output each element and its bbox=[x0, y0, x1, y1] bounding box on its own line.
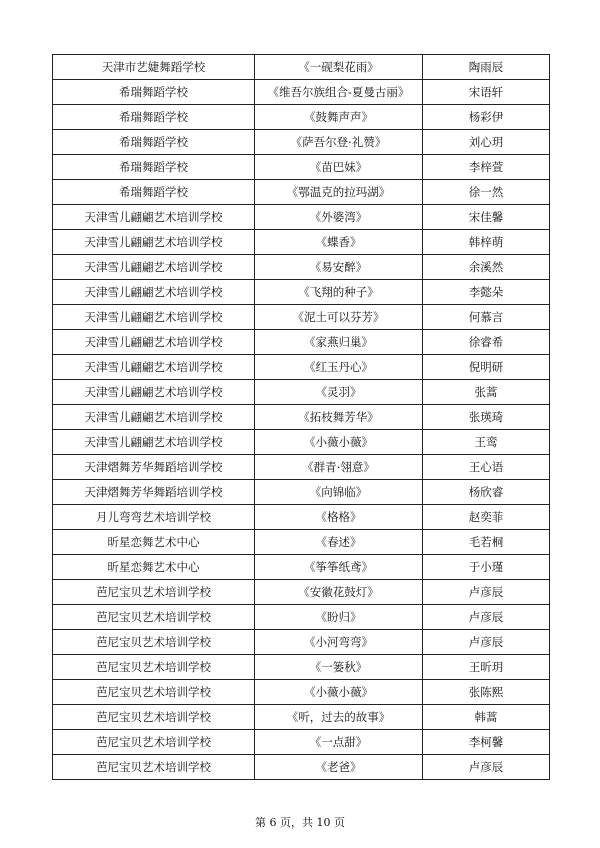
performer-name-cell: 余溪然 bbox=[423, 255, 550, 280]
performer-name-cell: 王昕玥 bbox=[423, 655, 550, 680]
table-row bbox=[53, 130, 550, 155]
school-cell: 天津雪儿翩翩艺术培训学校 bbox=[53, 305, 255, 330]
school-cell: 芭尼宝贝艺术培训学校 bbox=[53, 655, 255, 680]
work-title-cell: 《小薇小薇》 bbox=[255, 680, 423, 705]
work-title-cell: 《飞翔的种子》 bbox=[255, 280, 423, 305]
table-row bbox=[53, 455, 550, 480]
school-cell: 天津熠舞芳华舞蹈培训学校 bbox=[53, 480, 255, 505]
school-cell: 天津雪儿翩翩艺术培训学校 bbox=[53, 380, 255, 405]
table-row bbox=[53, 655, 550, 680]
performer-name-cell: 卢彦辰 bbox=[423, 605, 550, 630]
school-cell: 昕星恋舞艺术中心 bbox=[53, 530, 255, 555]
school-cell: 月儿弯弯艺术培训学校 bbox=[53, 505, 255, 530]
table-row bbox=[53, 230, 550, 255]
performer-name-cell: 徐睿希 bbox=[423, 330, 550, 355]
school-cell: 天津雪儿翩翩艺术培训学校 bbox=[53, 255, 255, 280]
work-title-cell: 《泥土可以芬芳》 bbox=[255, 305, 423, 330]
table-row bbox=[53, 105, 550, 130]
school-cell: 天津雪儿翩翩艺术培训学校 bbox=[53, 355, 255, 380]
work-title-cell: 《老爸》 bbox=[255, 755, 423, 780]
table-row bbox=[53, 380, 550, 405]
performer-name-cell: 宋佳馨 bbox=[423, 205, 550, 230]
table-row bbox=[53, 680, 550, 705]
performer-name-cell: 李梓萱 bbox=[423, 155, 550, 180]
school-cell: 天津市艺婕舞蹈学校 bbox=[53, 55, 255, 80]
performer-name-cell: 杨彩伊 bbox=[423, 105, 550, 130]
roster-table-body bbox=[53, 55, 550, 780]
roster-table bbox=[52, 54, 550, 780]
table-row bbox=[53, 405, 550, 430]
performer-name-cell: 赵奕菲 bbox=[423, 505, 550, 530]
school-cell: 希瑞舞蹈学校 bbox=[53, 180, 255, 205]
performer-name-cell: 宋语轩 bbox=[423, 80, 550, 105]
table-row bbox=[53, 355, 550, 380]
table-row bbox=[53, 280, 550, 305]
performer-name-cell: 韩梓萌 bbox=[423, 230, 550, 255]
performer-name-cell: 于小瑾 bbox=[423, 555, 550, 580]
work-title-cell: 《蝶香》 bbox=[255, 230, 423, 255]
work-title-cell: 《格格》 bbox=[255, 505, 423, 530]
school-cell: 天津雪儿翩翩艺术培训学校 bbox=[53, 230, 255, 255]
work-title-cell: 《家燕归巢》 bbox=[255, 330, 423, 355]
performer-name-cell: 王心语 bbox=[423, 455, 550, 480]
school-cell: 天津熠舞芳华舞蹈培训学校 bbox=[53, 455, 255, 480]
performer-name-cell: 陶雨辰 bbox=[423, 55, 550, 80]
work-title-cell: 《鼓舞声声》 bbox=[255, 105, 423, 130]
work-title-cell: 《群青·翎意》 bbox=[255, 455, 423, 480]
work-title-cell: 《红玉丹心》 bbox=[255, 355, 423, 380]
performer-name-cell: 张陈熙 bbox=[423, 680, 550, 705]
school-cell: 芭尼宝贝艺术培训学校 bbox=[53, 755, 255, 780]
table-row bbox=[53, 580, 550, 605]
performer-name-cell: 徐一然 bbox=[423, 180, 550, 205]
performer-name-cell: 刘心玥 bbox=[423, 130, 550, 155]
work-title-cell: 《外婆湾》 bbox=[255, 205, 423, 230]
table-row bbox=[53, 430, 550, 455]
work-title-cell: 《鄂温克的拉玛湖》 bbox=[255, 180, 423, 205]
table-row bbox=[53, 80, 550, 105]
table-row bbox=[53, 180, 550, 205]
performer-name-cell: 韩蒿 bbox=[423, 705, 550, 730]
school-cell: 希瑞舞蹈学校 bbox=[53, 105, 255, 130]
work-title-cell: 《拓枝舞芳华》 bbox=[255, 405, 423, 430]
performer-name-cell: 何慕言 bbox=[423, 305, 550, 330]
school-cell: 天津雪儿翩翩艺术培训学校 bbox=[53, 205, 255, 230]
table-row bbox=[53, 305, 550, 330]
work-title-cell: 《安徽花鼓灯》 bbox=[255, 580, 423, 605]
performer-name-cell: 张蒿 bbox=[423, 380, 550, 405]
work-title-cell: 《小薇小薇》 bbox=[255, 430, 423, 455]
school-cell: 天津雪儿翩翩艺术培训学校 bbox=[53, 280, 255, 305]
performer-name-cell: 倪明研 bbox=[423, 355, 550, 380]
work-title-cell: 《维吾尔族组合-夏曼古丽》 bbox=[255, 80, 423, 105]
table-row bbox=[53, 155, 550, 180]
performer-name-cell: 杨欣睿 bbox=[423, 480, 550, 505]
performer-name-cell: 卢彦辰 bbox=[423, 630, 550, 655]
performer-name-cell: 卢彦辰 bbox=[423, 755, 550, 780]
work-title-cell: 《听，过去的故事》 bbox=[255, 705, 423, 730]
performer-name-cell: 李懿朵 bbox=[423, 280, 550, 305]
table-row bbox=[53, 530, 550, 555]
table-row bbox=[53, 705, 550, 730]
table-row bbox=[53, 630, 550, 655]
performer-name-cell: 李柯馨 bbox=[423, 730, 550, 755]
work-title-cell: 《向锦临》 bbox=[255, 480, 423, 505]
school-cell: 希瑞舞蹈学校 bbox=[53, 155, 255, 180]
table-row bbox=[53, 255, 550, 280]
school-cell: 芭尼宝贝艺术培训学校 bbox=[53, 630, 255, 655]
table-row bbox=[53, 555, 550, 580]
school-cell: 芭尼宝贝艺术培训学校 bbox=[53, 730, 255, 755]
work-title-cell: 《灵羽》 bbox=[255, 380, 423, 405]
performer-name-cell: 毛若桐 bbox=[423, 530, 550, 555]
table-row bbox=[53, 605, 550, 630]
school-cell: 芭尼宝贝艺术培训学校 bbox=[53, 580, 255, 605]
table-row bbox=[53, 730, 550, 755]
work-title-cell: 《一点甜》 bbox=[255, 730, 423, 755]
work-title-cell: 《萨吾尔登·礼赞》 bbox=[255, 130, 423, 155]
school-cell: 天津雪儿翩翩艺术培训学校 bbox=[53, 405, 255, 430]
table-row bbox=[53, 505, 550, 530]
table-row bbox=[53, 205, 550, 230]
page-footer: 第 6 页，共 10 页 bbox=[255, 816, 345, 829]
school-cell: 希瑞舞蹈学校 bbox=[53, 130, 255, 155]
school-cell: 天津雪儿翩翩艺术培训学校 bbox=[53, 330, 255, 355]
school-cell: 芭尼宝贝艺术培训学校 bbox=[53, 605, 255, 630]
school-cell: 芭尼宝贝艺术培训学校 bbox=[53, 705, 255, 730]
work-title-cell: 《一砚梨花雨》 bbox=[255, 55, 423, 80]
work-title-cell: 《易安醉》 bbox=[255, 255, 423, 280]
work-title-cell: 《盼归》 bbox=[255, 605, 423, 630]
work-title-cell: 《筝筝纸鸢》 bbox=[255, 555, 423, 580]
work-title-cell: 《小河弯弯》 bbox=[255, 630, 423, 655]
table-row bbox=[53, 55, 550, 80]
table-row bbox=[53, 330, 550, 355]
table-row bbox=[53, 480, 550, 505]
performer-name-cell: 卢彦辰 bbox=[423, 580, 550, 605]
school-cell: 希瑞舞蹈学校 bbox=[53, 80, 255, 105]
performer-name-cell: 王鸾 bbox=[423, 430, 550, 455]
school-cell: 芭尼宝贝艺术培训学校 bbox=[53, 680, 255, 705]
performer-name-cell: 张瑛琦 bbox=[423, 405, 550, 430]
school-cell: 天津雪儿翩翩艺术培训学校 bbox=[53, 430, 255, 455]
work-title-cell: 《苗巴妹》 bbox=[255, 155, 423, 180]
school-cell: 昕星恋舞艺术中心 bbox=[53, 555, 255, 580]
work-title-cell: 《春述》 bbox=[255, 530, 423, 555]
table-row bbox=[53, 755, 550, 780]
work-title-cell: 《一篓秋》 bbox=[255, 655, 423, 680]
